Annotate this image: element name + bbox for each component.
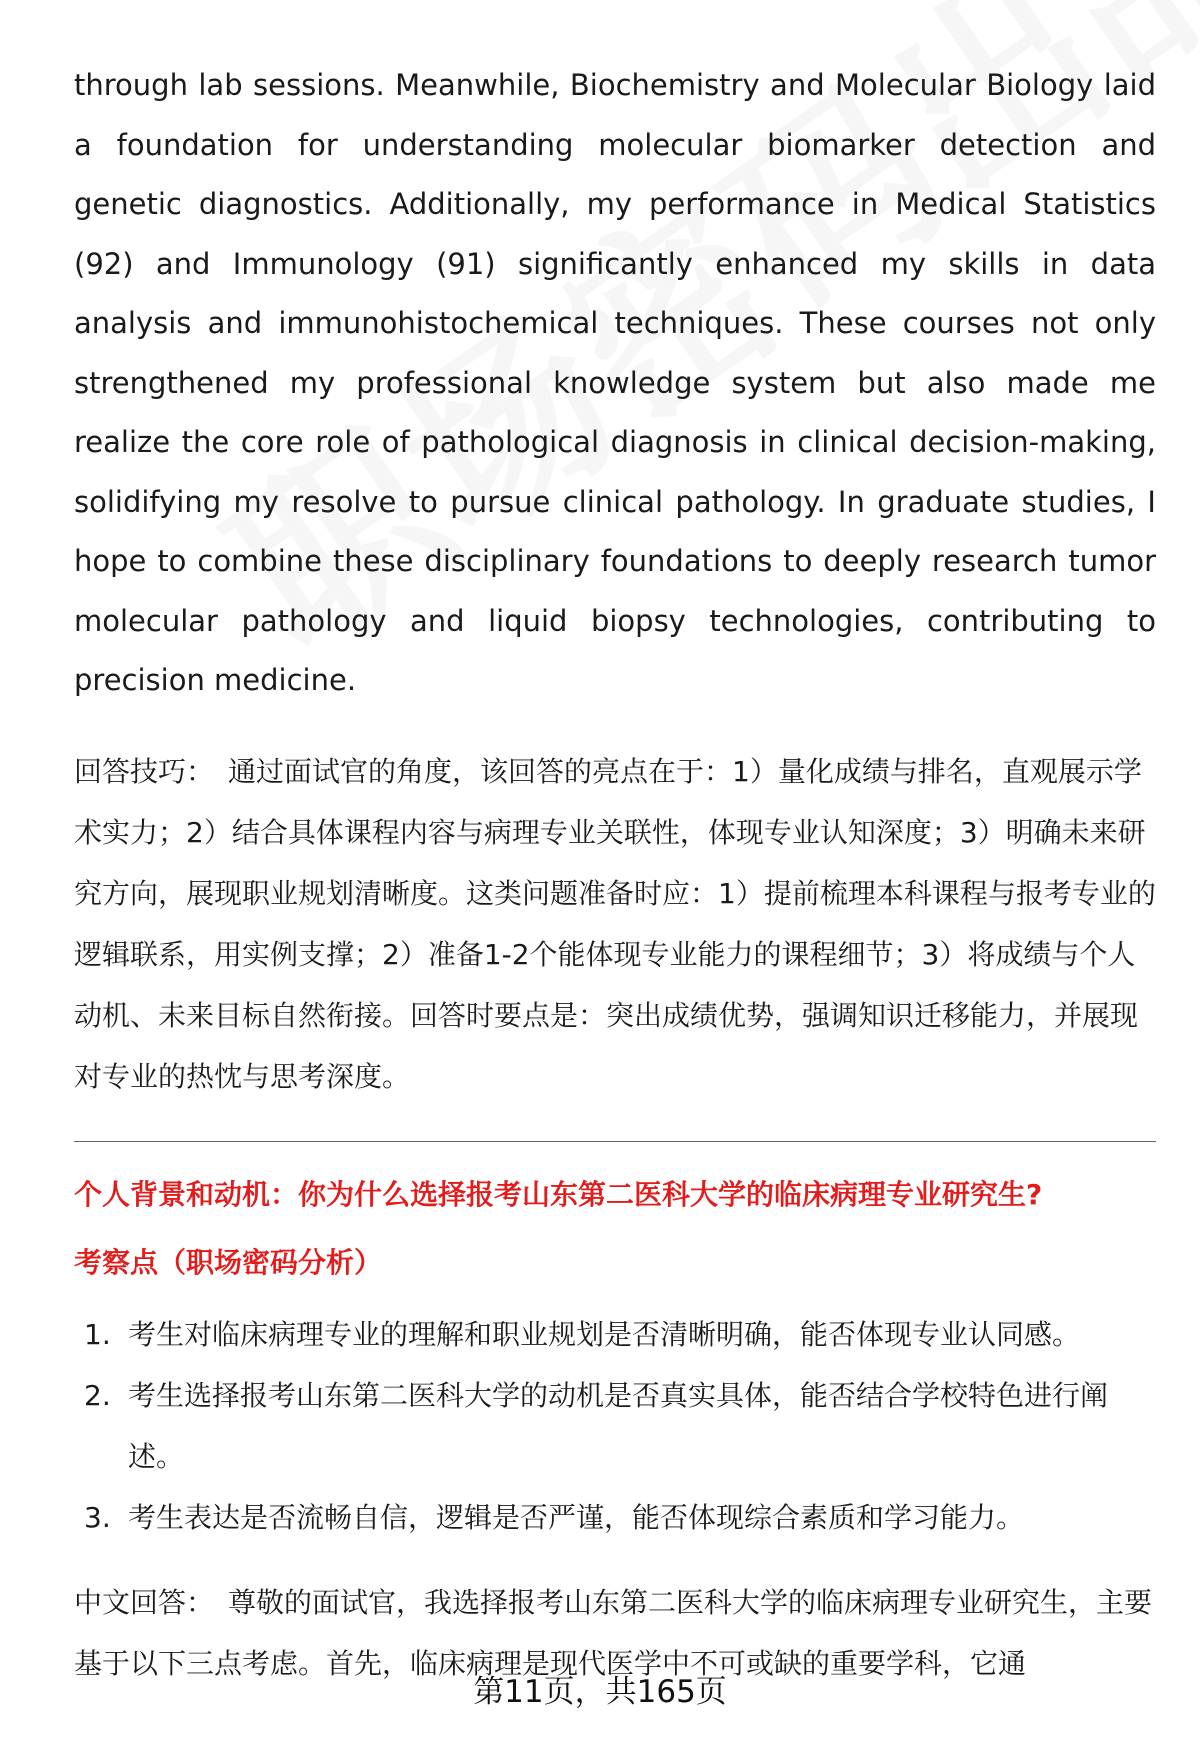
- list-number: 2.: [84, 1378, 111, 1412]
- page-footer: 第11页，共165页: [473, 1674, 727, 1710]
- question-subtitle: 考察点（职场密码分析）: [74, 1245, 383, 1279]
- list-item-text: 考生对临床病理专业的理解和职业规划是否清晰明确，能否体现专业认同感。: [128, 1317, 1081, 1351]
- list-number: 3.: [84, 1500, 111, 1534]
- list-item-text: 考生表达是否流畅自信，逻辑是否严谨，能否体现综合素质和学习能力。: [128, 1500, 1025, 1534]
- answer-label: 中文回答：: [74, 1585, 215, 1619]
- list-item-text: 考生选择报考山东第二医科大学的动机是否真实具体，能否结合学校特色进行阐述。: [128, 1378, 1109, 1473]
- list-item: [74, 1365, 1156, 1487]
- question-title: 个人背景和动机：你为什么选择报考山东第二医科大学的临床病理专业研究生?: [74, 1177, 1043, 1211]
- answer-text: 尊敬的面试官，我选择报考山东第二医科大学的临床病理专业研究生，主要基于以下三点考虑。首先，临床病理是现代医学中不可或缺的重要学科，它通: [74, 1585, 1153, 1680]
- list-item: [74, 1304, 1156, 1365]
- answer-tip-paragraph: [74, 741, 1156, 1107]
- list-item: [74, 1487, 1156, 1548]
- list-number: 1.: [84, 1317, 111, 1351]
- assessment-points-list: [74, 1304, 1156, 1548]
- english-answer-paragraph: through lab sessions. Meanwhile, Biochemistry and Molecular Biology laid a foundation for understanding molecular biomarker detection and genetic diagnostics. Additionally, my performance in Medical Statistics (92) and Immunology (91) significantly enhanced my skills in data analysis and immunohistochemical techniques. These courses not only strengthened my professional knowledge system but also made me realize the core role of pathological diagnosis in clinical decision-making, solidifying my resolve to pursue clinical pathology. In graduate studies, I hope to combine these disciplinary foundations to deeply research tumor molecular pathology and liquid biopsy technologies, contributing to precision medicine.: [74, 68, 1156, 697]
- tip-text: 通过面试官的角度，该回答的亮点在于：1）量化成绩与排名，直观展示学术实力；2）结合具体课程内容与病理专业关联性，体现专业认知深度；3）明确未来研究方向，展现职业规划清晰度。这类问题准备时应：1）提前梳理本科课程与报考专业的逻辑联系，用实例支撑；2）准备1-2个能体现专业能力的课程细节；3）将成绩与个人动机、未来目标自然衔接。回答时要点是：突出成绩优势，强调知识迁移能力，并展现对专业的热忱与思考深度。: [74, 754, 1156, 1093]
- tip-label: 回答技巧：: [74, 754, 215, 788]
- section-divider: [74, 1141, 1156, 1142]
- document-page: [74, 56, 1156, 1694]
